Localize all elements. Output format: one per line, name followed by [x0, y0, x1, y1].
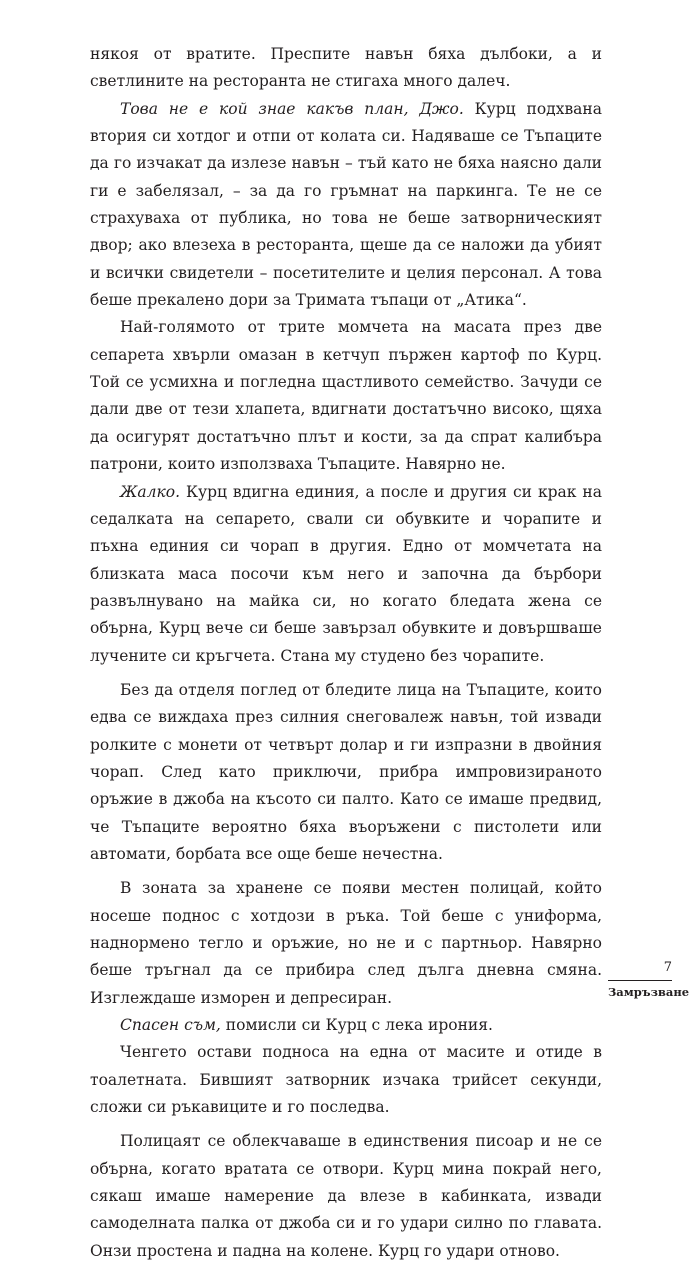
- body-text: [90, 41, 602, 1265]
- paragraph-7-text: помисли си Курц с лека ирония.: [220, 1016, 493, 1035]
- paragraph-6: [90, 875, 602, 1012]
- paragraph-9-text: Полицаят се облекчаваше в единствения писоар и не се обърна, когато вратата се отвори. Курц мина покрай него, сякаш имаше намерение да влезе в кабинката, извади самоделната палка от джоба си и го удари силно по главата. Онзи простена и падна на колене. Курц го удари отново.: [90, 1132, 602, 1260]
- paragraph-7: [90, 1012, 602, 1039]
- paragraph-2: [90, 96, 602, 315]
- paragraph-3: [90, 314, 602, 478]
- paragraph-4: [90, 479, 602, 670]
- paragraph-8: [90, 1039, 602, 1121]
- paragraph-5: [90, 677, 602, 868]
- paragraph-7-italic: Спасен съм,: [120, 1016, 221, 1035]
- paragraph-8-text: Ченгето остави подноса на една от масите и отиде в тоалетната. Бившият затворник изчака трийсет секунди, сложи си ръкавиците и го последва.: [90, 1043, 602, 1117]
- paragraph-6-text: В зоната за хранене се появи местен полицай, който носеше поднос с хотдози в ръка. Той беше с униформа, наднормено тегло и оръжие, но не и с партньор. Навярно беше тръгнал да се прибира след дълга дневна смяна. Изглеждаше изморен и депресиран.: [90, 879, 602, 1007]
- running-title: Замръзване: [608, 985, 690, 999]
- paragraph-5-text: Без да отделя поглед от бледите лица на Тъпаците, които едва се виждаха през силния снеговалеж навън, той извади ролките с монети от четвърт долар и ги изпразни в двойния чорап. След като приключи, прибра импровизираното оръжие в джоба на късото си палто. Като се имаше предвид, че Тъпаците вероятно бяха въоръжени с пистолети или автомати, борбата все още беше нечестна.: [90, 680, 602, 863]
- paragraph-1-text: някоя от вратите. Преспите навън бяха дълбоки, а и светлините на ресторанта не стигаха много далеч.: [90, 45, 602, 91]
- page-footer: [608, 960, 690, 999]
- paragraph-4-text: Курц вдигна единия, а после и другия си крак на седалката на сепарето, свали си обувките и чорапите и пъхна единия си чорап в другия. Едно от момчетата на близката маса посочи към него и започна да бърбори развълнувано на майка си, но когато бледата жена се обърна, Курц вече си беше завързал обувките и довършваше лучените си кръгчета. Стана му студено без чорапите.: [90, 482, 602, 665]
- page-number: 7: [663, 960, 672, 975]
- paragraph-1: [90, 41, 602, 96]
- paragraph-4-italic: Жалко.: [120, 482, 181, 501]
- paragraph-3-text: Най-голямото от трите момчета на масата през две сепарета хвърли омазан в кетчуп пържен картоф по Курц. Той се усмихна и погледна щастливото семейство. Зачуди се дали две от тези хлапета, вдигнати достатъчно високо, щяха да осигурят достатъчно плът и кости, за да спрат калибъра патрони, които използваха Тъпаците. Навярно не.: [90, 318, 602, 474]
- paragraph-2-text: Курц подхвана втория си хотдог и отпи от колата си. Надяваше се Тъпаците да го изчакат да излезе навън – тъй като не бяха наясно дали ги е забелязал, – за да го гръмнат на паркинга. Те не се страхуваха от публика, но това не беше затворническият двор; ако влезеха в ресторанта, щеше да се наложи да убият и всички свидетели – посетителите и целия персонал. А това беше прекалено дори за Тримата тъпаци от „Атика“.: [90, 99, 602, 310]
- paragraph-9: [90, 1128, 602, 1265]
- footer-rule: [608, 980, 672, 981]
- paragraph-2-italic: Това не е кой знае какъв план, Джо.: [120, 99, 464, 118]
